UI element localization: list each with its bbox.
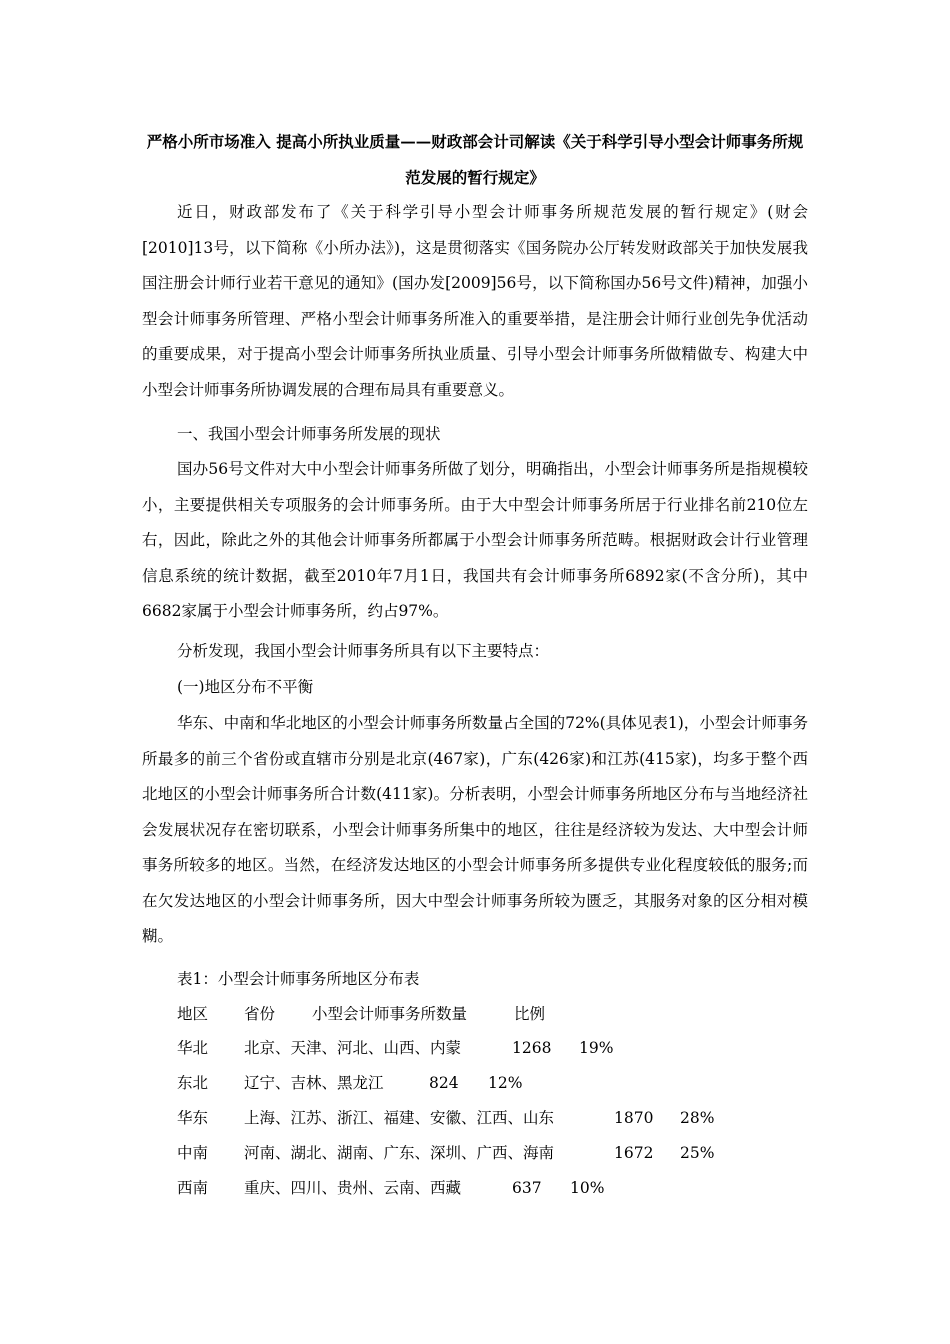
table-cell-ratio: 19% bbox=[579, 1039, 614, 1057]
paragraph-status: 国办56号文件对大中小型会计师事务所做了划分，明确指出，小型会计师事务所是指规模较小，主要提供相关专项服务的会计师事务所。由于大中型会计师事务所居于行业排名前210位左右，因此，除此之外的其他会计师事务所都属于小型会计师事务所范畴。根据财政会计行业管理信息系统的统计数据，截至2010年7月1日，我国共有会计师事务所6892家(不含分所)，其中6682家属于小型会计师事务所，约占97%。 bbox=[142, 460, 808, 620]
table-cell-ratio: 10% bbox=[570, 1179, 605, 1197]
table-cell-region: 西南 bbox=[177, 1179, 209, 1197]
table-cell-count: 1268 bbox=[512, 1039, 552, 1057]
paragraph-regional: 华东、中南和华北地区的小型会计师事务所数量占全国的72%(具体见表1)，小型会计师事务所最多的前三个省份或直辖市分别是北京(467家)，广东(426家)和江苏(415家)，均多于整个西北地区的小型会计师事务所合计数(411家)。分析表明，小型会计师事务所地区分布与当地经济社会发展状况存在密切联系，小型会计师事务所集中的地区，往往是经济较为发达、大中型会计师事务所较多的地区。当然，在经济发达地区的小型会计师事务所多提供专业化程度较低的服务;而在欠发达地区的小型会计师事务所，因大中型会计师事务所较为匮乏，其服务对象的区分相对模糊。 bbox=[142, 714, 808, 945]
table-cell-provinces: 重庆、四川、贵州、云南、西藏 bbox=[244, 1179, 462, 1197]
table-cell-region: 华东 bbox=[177, 1109, 209, 1127]
section-heading-1: 一、我国小型会计师事务所发展的现状 bbox=[177, 425, 441, 443]
table-cell-count: 1870 bbox=[614, 1109, 654, 1127]
table-header-cell: 小型会计师事务所数量 bbox=[312, 1005, 468, 1023]
paragraph-analysis-intro: 分析发现，我国小型会计师事务所具有以下主要特点： bbox=[177, 642, 550, 660]
table-cell-region: 中南 bbox=[177, 1144, 209, 1162]
table-cell-region: 华北 bbox=[177, 1039, 209, 1057]
table-cell-count: 637 bbox=[512, 1179, 542, 1197]
table-cell-ratio: 25% bbox=[680, 1144, 715, 1162]
article-title: 严格小所市场准入 提高小所执业质量——财政部会计司解读《关于科学引导小型会计师事务所规范发展的暂行规定》 bbox=[146, 132, 804, 187]
table-cell-provinces: 辽宁、吉林、黑龙江 bbox=[244, 1074, 384, 1092]
table-caption: 表1：小型会计师事务所地区分布表 bbox=[177, 970, 420, 988]
table-cell-provinces: 北京、天津、河北、山西、内蒙 bbox=[244, 1039, 462, 1057]
table-header-cell: 比例 bbox=[514, 1005, 546, 1023]
table-cell-count: 824 bbox=[429, 1074, 459, 1092]
paragraph-intro: 近日，财政部发布了《关于科学引导小型会计师事务所规范发展的暂行规定》(财会[2010]13号，以下简称《小所办法》)，这是贯彻落实《国务院办公厅转发财政部关于加快发展我国注册会计师行业若干意见的通知》(国办发[2009]56号，以下简称国办56号文件)精神，加强小型会计师事务所管理、严格小型会计师事务所准入的重要举措，是注册会计师行业创先争优活动的重要成果，对于提高小型会计师事务所执业质量、引导小型会计师事务所做精做专、构建大中小型会计师事务所协调发展的合理布局具有重要意义。 bbox=[142, 203, 808, 399]
table-header-cell: 地区 bbox=[177, 1005, 209, 1023]
table-cell-region: 东北 bbox=[177, 1074, 209, 1092]
table-cell-ratio: 12% bbox=[488, 1074, 523, 1092]
subsection-heading-1: (一)地区分布不平衡 bbox=[177, 678, 314, 696]
table-cell-provinces: 上海、江苏、浙江、福建、安徽、江西、山东 bbox=[244, 1109, 555, 1127]
table-cell-ratio: 28% bbox=[680, 1109, 715, 1127]
table-cell-count: 1672 bbox=[614, 1144, 654, 1162]
table-cell-provinces: 河南、湖北、湖南、广东、深圳、广西、海南 bbox=[244, 1144, 555, 1162]
table-header-cell: 省份 bbox=[244, 1005, 276, 1023]
